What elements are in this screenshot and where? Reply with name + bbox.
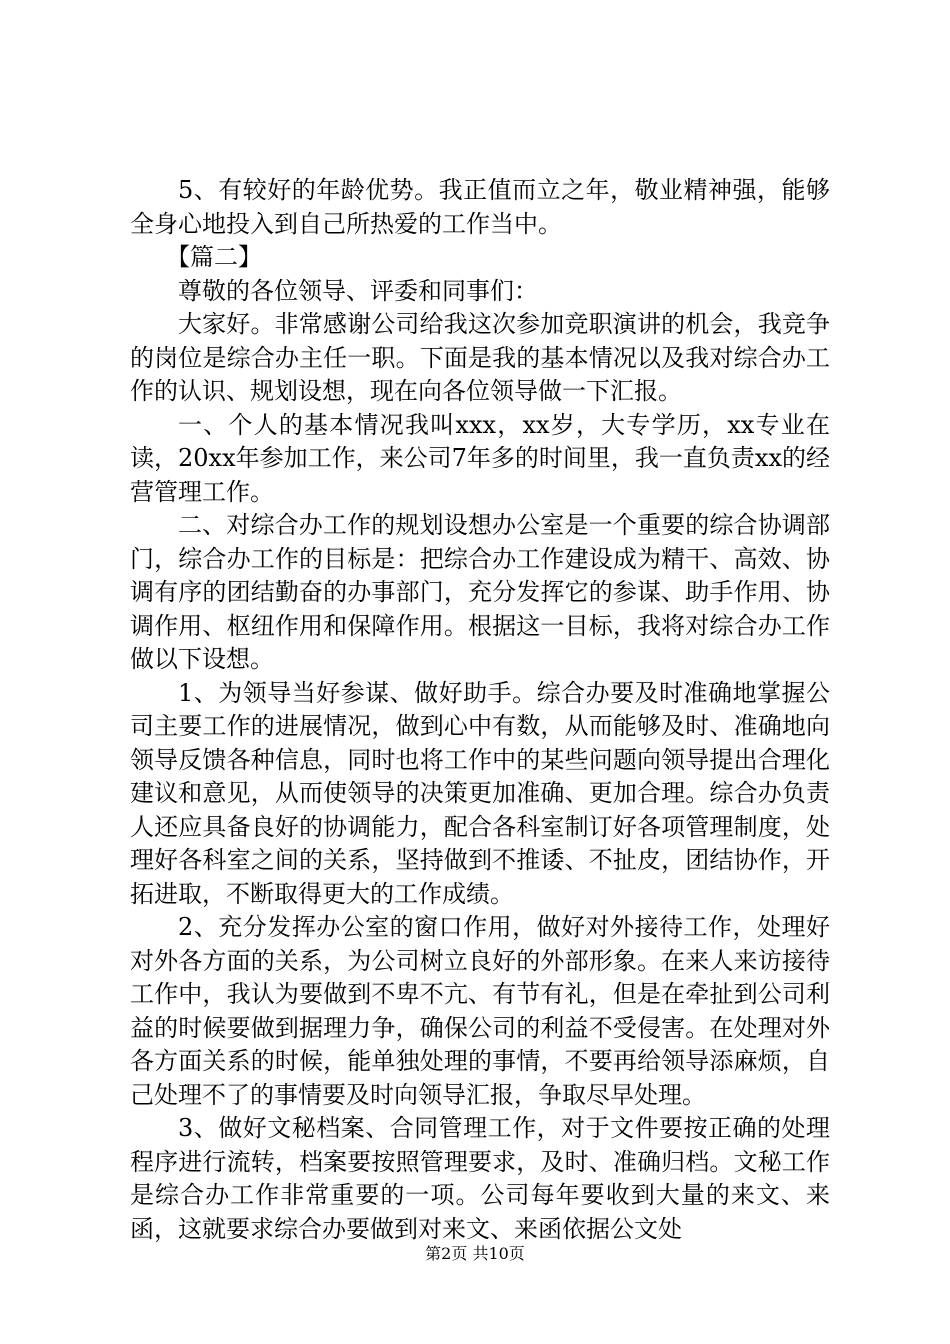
paragraph-age-advantage: 5、有较好的年龄优势。我正值而立之年，敬业精神强，能够全身心地投入到自己所热爱的工作当中。 xyxy=(130,176,830,238)
paragraph-point-2: 2、充分发挥办公室的窗口作用，做好对外接待工作，处理好对外各方面的关系，为公司树立良好的外部形象。在来人来访接待工作中，我认为要做到不卑不亢、有节有礼，但是在牵扯到公司利益的时候要做到据理力争，确保公司的利益不受侵害。在处理对外各方面关系的时候，能单独处理的事情，不要再给领导添麻烦，自己处理不了的事情要及时向领导汇报，争取尽早处理。 xyxy=(130,913,830,1109)
document-body xyxy=(130,174,830,1246)
section-heading-part-two: 【篇二】 xyxy=(166,243,262,271)
paragraph-greeting: 大家好。非常感谢公司给我这次参加竞职演讲的机会，我竞争的岗位是综合办主任一职。下面是我的基本情况以及我对综合办工作的认识、规划设想，现在向各位领导做一下汇报。 xyxy=(130,310,830,405)
page-number-footer: 第2页 共10页 xyxy=(425,1244,525,1263)
paragraph-personal-info: 一、个人的基本情况我叫xxx，xx岁，大专学历，xx专业在读，20xx年参加工作，来公司7年多的时间里，我一直负责xx的经营管理工作。 xyxy=(130,410,830,506)
paragraph-point-1: 1、为领导当好参谋、做好助手。综合办要及时准确地掌握公司主要工作的进展情况，做到心中有数，从而能够及时、准确地向领导反馈各种信息，同时也将工作中的某些问题向领导提出合理化建议和意见，从而使领导的决策更加准确、更加合理。综合办负责人还应具备良好的协调能力，配合各科室制订好各项管理制度，处理好各科室之间的关系，坚持做到不推诿、不扯皮，团结协作，开拓进取，不断取得更大的工作成绩。 xyxy=(130,678,830,908)
paragraph-salutation: 尊敬的各位领导、评委和同事们： xyxy=(178,276,538,305)
paragraph-point-3: 3、做好文秘档案、合同管理工作，对于文件要按正确的处理程序进行流转，档案要按照管理要求，及时、准确归档。文秘工作是综合办工作非常重要的一项。公司每年要收到大量的来文、来函，这就要求综合办要做到对来文、来函依据公文处 xyxy=(130,1114,830,1243)
paragraph-planning: 二、对综合办工作的规划设想办公室是一个重要的综合协调部门，综合办工作的目标是：把综合办工作建设成为精干、高效、协调有序的团结勤奋的办事部门，充分发挥它的参谋、助手作用、协调作用、枢纽作用和保障作用。根据这一目标，我将对综合办工作做以下设想。 xyxy=(130,511,830,673)
